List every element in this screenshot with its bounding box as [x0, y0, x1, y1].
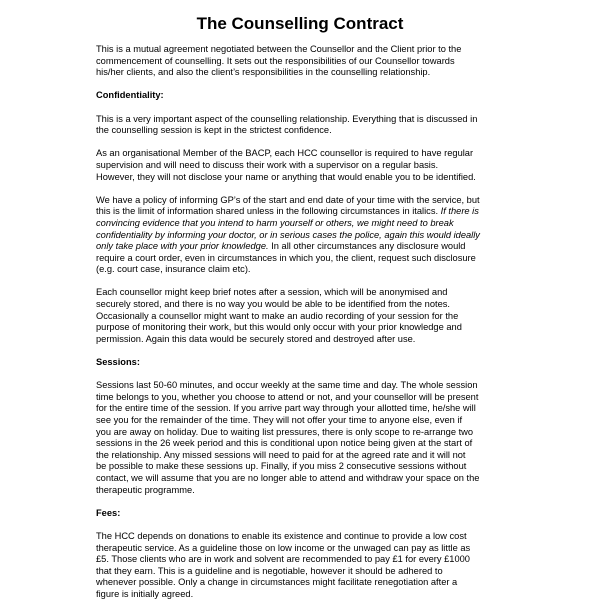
text-line: Occasionally a counsellor might want to make an audio recording of your session for the: [96, 310, 459, 321]
text-line: for the entire time of the session. If you arrive part way through your allotted time, he/she will: [96, 403, 476, 414]
text-line: [96, 241, 526, 253]
sessions-paragraph: [96, 380, 526, 496]
text-line: The HCC depends on donations to enable its existence and continue to provide a low cost: [96, 530, 467, 541]
text-line: you are away on holiday. Due to waiting list pressures, there is only scope to re-arrange two: [96, 426, 474, 437]
sessions-heading: Sessions:: [96, 357, 140, 368]
text-line: therapeutic programme.: [96, 484, 195, 495]
text-line: Each counsellor might keep brief notes after a session, which will be anonymised and: [96, 287, 448, 298]
text-line: commencement of counselling. It sets out the responsibilities of our Counsellor towards: [96, 55, 455, 66]
text-line: (e.g. court case, insurance claim etc).: [96, 264, 251, 275]
text-line: supervision and will need to discuss their work with a supervisor on a regular basis.: [96, 159, 439, 170]
text-line: purpose of monitoring their work, but this would only occur with your prior knowledge and: [96, 322, 462, 333]
text-line: As an organisational Member of the BACP, each HCC counsellor is required to have regular: [96, 148, 474, 159]
text-line: We have a policy of informing GP’s of the start and end date of your time with the service, but: [96, 194, 480, 205]
text-line: be possible to make these sessions up. Finally, if you miss 2 consecutive sessions without: [96, 461, 467, 472]
confidentiality-paragraph-3: [96, 195, 526, 276]
italic-text-run: only take place with your prior knowledge.: [96, 241, 269, 252]
text-line: time belongs to you, whether you choose to attend or not, and your counsellor will be present: [96, 391, 479, 402]
text-line: sessions in the 26 week period and this is conditional upon notice being given at the start of: [96, 438, 473, 449]
text-line: permission. Again this data would be securely stored and destroyed after use.: [96, 333, 416, 344]
text-run: In all other circumstances any disclosure would: [268, 241, 466, 252]
text-line: the relationship. Any missed sessions will need to paid for at the agreed rate and it will not: [96, 449, 466, 460]
text-line: However, they will not disclose your name or anything that would enable you to be identified.: [96, 171, 476, 182]
italic-text-line: confidentiality by informing your doctor, or in serious cases the police, again this would ideally: [96, 229, 480, 240]
intro-paragraph: [96, 44, 526, 79]
document-title: The Counselling Contract: [196, 14, 404, 33]
confidentiality-paragraph-4: [96, 287, 526, 345]
text-line: [96, 206, 526, 218]
document-body: [96, 44, 526, 612]
fees-paragraph: [96, 531, 526, 601]
text-run: this is the limit of information shared unless in the following circumstances in italics.: [96, 206, 441, 217]
confidentiality-paragraph-1: [96, 114, 526, 137]
confidentiality-paragraph-2: [96, 148, 526, 183]
italic-text-line: convincing evidence that you intend to harm yourself or others, we might need to break: [96, 217, 454, 228]
text-line: This is a mutual agreement negotiated between the Counsellor and the Client prior to the: [96, 44, 462, 54]
text-line: his/her clients, and also the client’s responsibilities in the counselling relationship.: [96, 67, 431, 78]
confidentiality-heading: Confidentiality:: [96, 90, 164, 101]
text-line: securely stored, and there is no way you would be able to be identified from the notes.: [96, 299, 451, 310]
text-line: therapeutic service. As a guideline those on low income or the unwaged can pay as little as: [96, 542, 471, 553]
text-line: contact, we will assume that you are no longer able to attend and withdraw your space on the: [96, 472, 480, 483]
text-line: Sessions last 50-60 minutes, and occur weekly at the same time and day. The whole session: [96, 380, 478, 391]
text-line: that they earn. This is a guideline and is negotiable, however it should be adhered to: [96, 565, 443, 576]
text-line: require a court order, even in circumstances in which you, the client, request such disclosure: [96, 252, 476, 263]
text-line: £5. Those clients who are in work and solvent are recommended to pay £1 for every £1000: [96, 554, 470, 565]
text-line: the counselling session is kept in the strictest confidence.: [96, 125, 332, 136]
text-line: whenever possible. Only a change in circumstances might facilitate renegotiation after a: [96, 577, 458, 588]
text-line: This is a very important aspect of the counselling relationship. Everything that is discussed in: [96, 113, 478, 124]
fees-heading: Fees:: [96, 507, 121, 518]
italic-text-run: If there is: [440, 206, 479, 217]
text-line: see you for the remainder of the time. They will not offer your time to anyone else, even if: [96, 415, 463, 425]
text-line: figure is initially agreed.: [96, 588, 194, 599]
